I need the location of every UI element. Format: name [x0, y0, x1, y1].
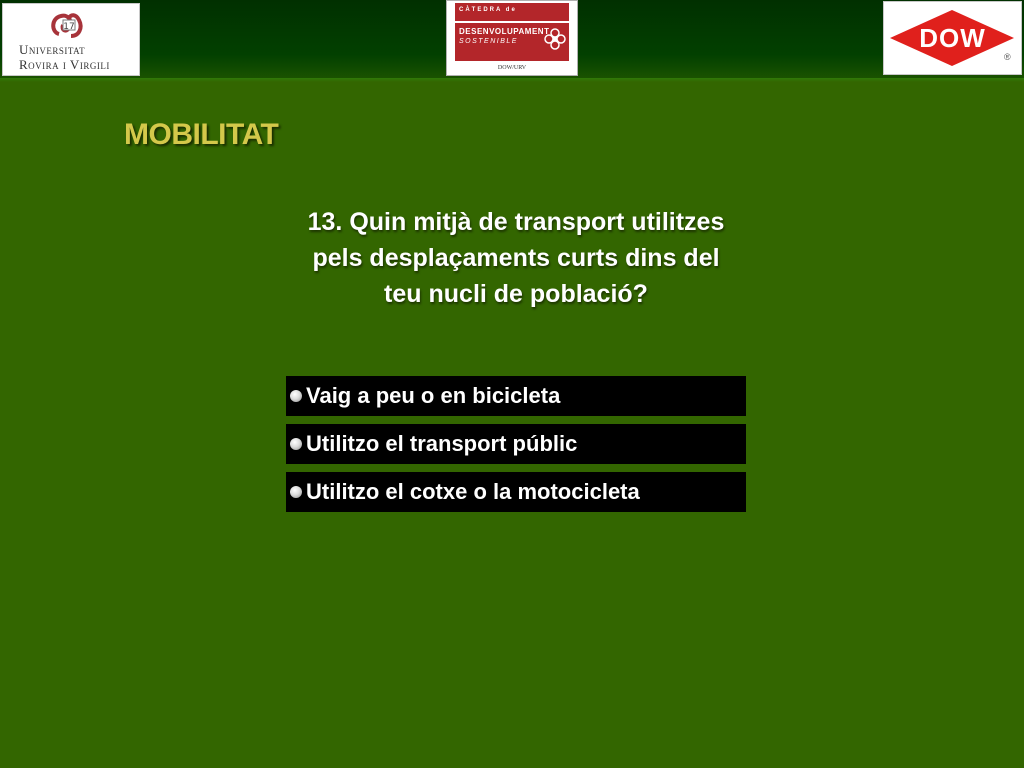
option-label: Utilitzo el cotxe o la motocicleta — [306, 479, 640, 504]
urv-logo — [2, 3, 140, 76]
section-title: MOBILITAT — [124, 118, 279, 151]
bullet-icon — [290, 438, 302, 450]
dow-wordmark: DOW — [919, 23, 986, 53]
dow-registered-mark: ® — [1004, 52, 1011, 62]
option-label: Utilitzo el transport públic — [306, 431, 578, 456]
option-walk-bike[interactable] — [286, 376, 746, 416]
urv-line2: Rovira i Virgili — [19, 57, 110, 72]
urv-line1: Universitat — [19, 42, 86, 57]
bullet-icon — [290, 390, 302, 402]
catedra-line1: CÀTEDRA de — [459, 7, 517, 13]
catedra-line4: DOW/URV — [497, 65, 527, 71]
header-divider — [0, 78, 1024, 82]
question-text: 13. Quin mitjà de transport utilitzes pels desplaçaments curts dins del teu nucli de població? — [307, 208, 725, 308]
svg-text:17: 17 — [63, 22, 75, 32]
option-label: Vaig a peu o en bicicleta — [306, 383, 561, 408]
answer-options — [286, 376, 746, 520]
bullet-icon — [290, 486, 302, 498]
option-car-motorcycle[interactable] — [286, 472, 746, 512]
catedra-line3: SOSTENIBLE — [459, 38, 518, 45]
dow-logo — [883, 1, 1022, 75]
urv-monogram-icon — [49, 8, 89, 42]
option-public-transport[interactable] — [286, 424, 746, 464]
catedra-line2: DESENVOLUPAMENT — [459, 27, 550, 36]
catedra-logo — [446, 0, 578, 76]
